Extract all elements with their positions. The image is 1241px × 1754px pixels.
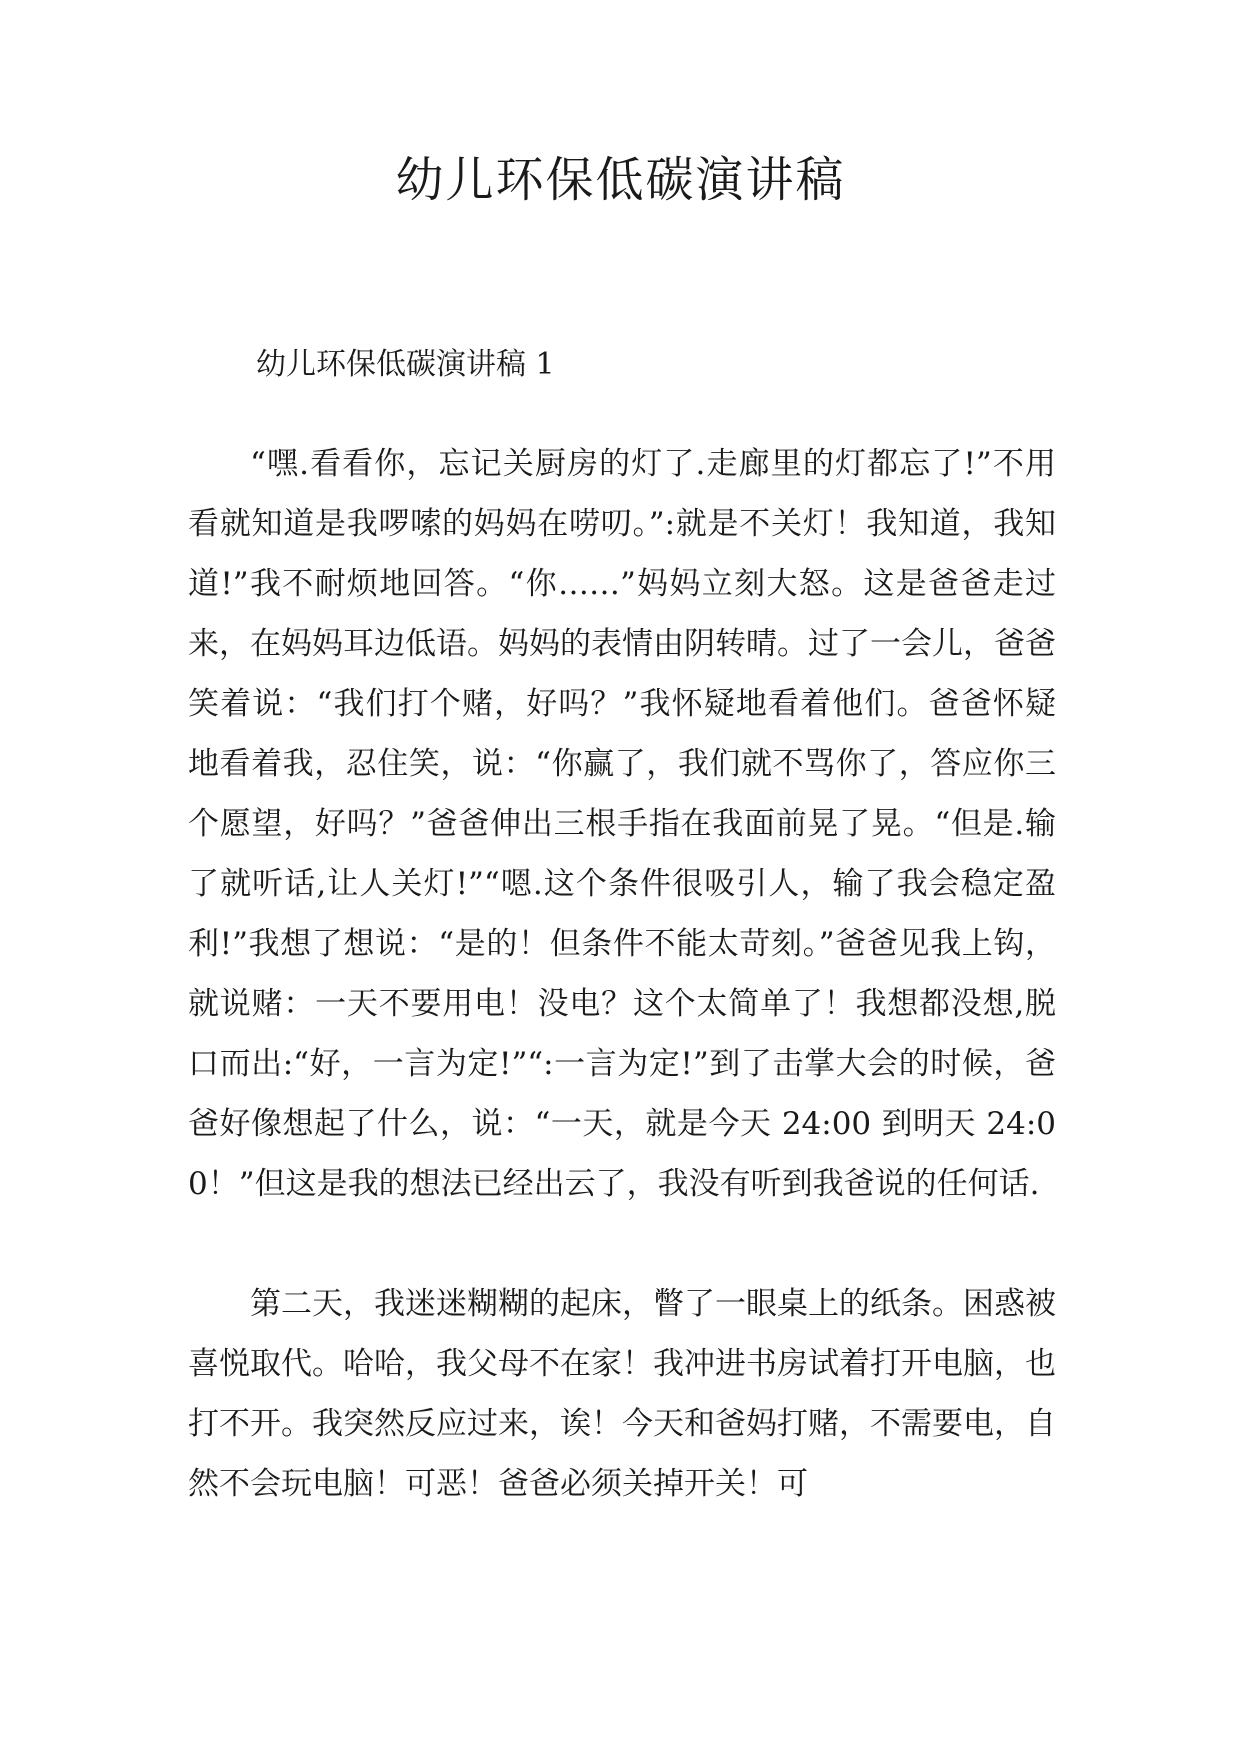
section-heading: 幼儿环保低碳演讲稿 1 — [256, 347, 555, 382]
document-body — [188, 342, 1056, 1514]
body-paragraph: 第二天，我迷迷糊糊的起床，瞥了一眼桌上的纸条。困惑被喜悦取代。哈哈，我父母不在家！我冲进书房试着打开电脑，也打不开。我突然反应过来，诶！今天和爸妈打赌，不需要电，自然不会玩电脑！可恶！爸爸必须关掉开关！可 — [188, 1286, 1056, 1502]
document-title: 幼儿环保低碳演讲稿 — [395, 152, 846, 208]
body-paragraph: “嘿.看看你，忘记关厨房的灯了.走廊里的灯都忘了!”不用看就知道是我啰嗦的妈妈在唠叨。”:就是不关灯！我知道，我知道!”我不耐烦地回答。“你……”妈妈立刻大怒。这是爸爸走过来，在妈妈耳边低语。妈妈的表情由阴转晴。过了一会儿，爸爸笑着说：“我们打个赌，好吗？”我怀疑地看着他们。爸爸怀疑地看着我，忍住笑，说：“你赢了，我们就不骂你了，答应你三个愿望，好吗？”爸爸伸出三根手指在我面前晃了晃。“但是.输了就听话,让人关灯!”“嗯.这个条件很吸引人，输了我会稳定盈利!”我想了想说：“是的！但条件不能太苛刻。”爸爸见我上钩，就说赌：一天不要用电！没电？这个太简单了！我想都没想,脱口而出:“好，一言为定!”“:一言为定!”到了击掌大会的时候，爸爸好像想起了什么，说：“一天，就是今天 24:00 到明天 24:00！”但这是我的想法已经出云了，我没有听到我爸说的任何话. — [188, 446, 1056, 1202]
